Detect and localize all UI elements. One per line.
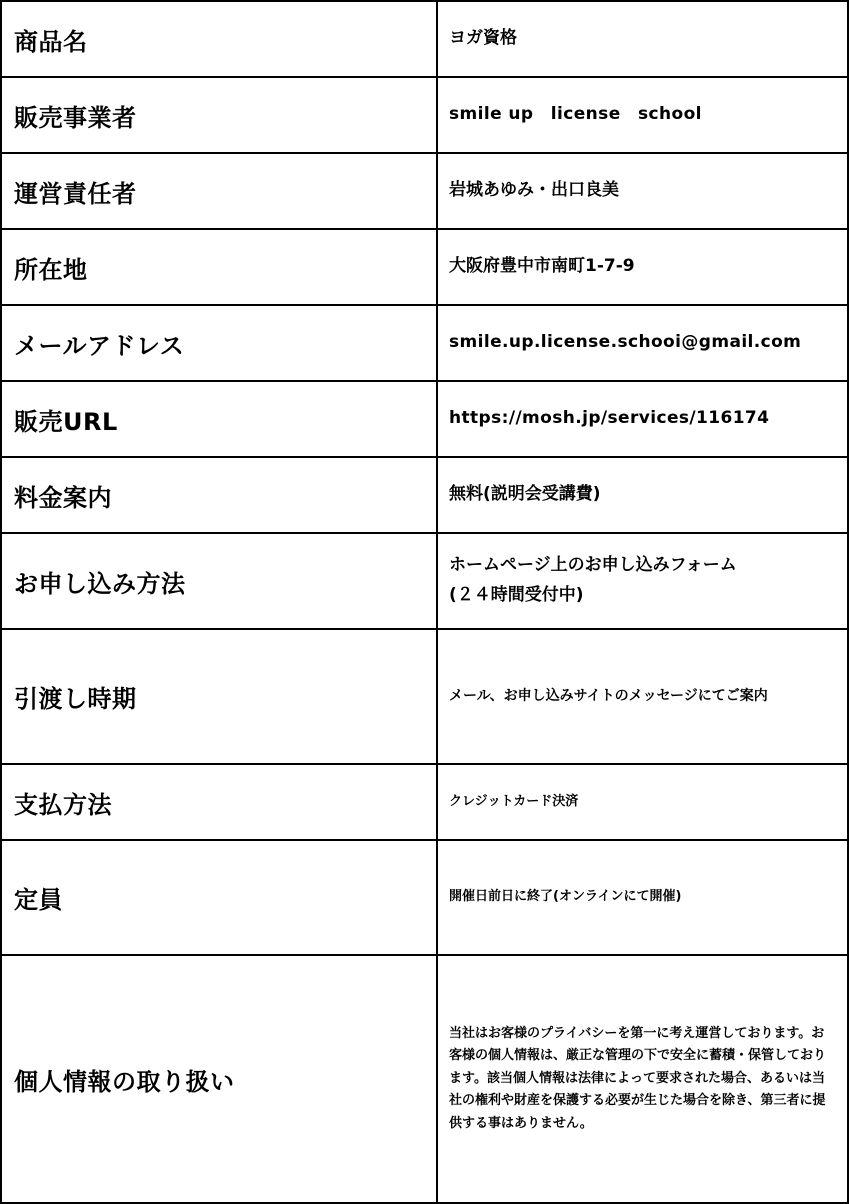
- label-delivery-time: 引渡し時期: [1, 629, 437, 764]
- label-seller: 販売事業者: [1, 77, 437, 153]
- table-row-delivery-time: [1, 629, 848, 764]
- table-row-sales-url: [1, 381, 848, 457]
- value-payment-method: クレジットカード決済: [437, 764, 848, 840]
- table-row-email: [1, 305, 848, 381]
- label-pricing: 料金案内: [1, 457, 437, 533]
- label-manager: 運営責任者: [1, 153, 437, 229]
- label-sales-url: 販売URL: [1, 381, 437, 457]
- value-sales-url: https://mosh.jp/services/116174: [437, 381, 848, 457]
- value-delivery-time: メール、お申し込みサイトのメッセージにてご案内: [437, 629, 848, 764]
- label-capacity: 定員: [1, 840, 437, 955]
- value-pricing: 無料(説明会受講費): [437, 457, 848, 533]
- value-application-method-line1: ホームページ上のお申し込みフォーム: [449, 555, 737, 576]
- table-row-application-method: [1, 533, 848, 629]
- value-application-method-line2: (２４時間受付中): [449, 585, 584, 605]
- value-capacity: 開催日前日に終了(オンラインにて開催): [437, 840, 848, 955]
- table-row-product-name: [1, 1, 848, 77]
- label-payment-method: 支払方法: [1, 764, 437, 840]
- table-row-privacy: [1, 955, 848, 1203]
- value-seller: smile up license school: [437, 77, 848, 153]
- value-email: smile.up.license.schooi@gmail.com: [437, 305, 848, 381]
- value-privacy: 当社はお客様のプライバシーを第一に考え運営しております。お客様の個人情報は、厳正な管理の下で安全に蓄積・保管しております。該当個人情報は法律によって要求された場合、あるいは当社の権利や財産を保護する必要が生じた場合を除き、第三者に提供する事はありません。: [437, 955, 848, 1203]
- label-address: 所在地: [1, 229, 437, 305]
- label-privacy: 個人情報の取り扱い: [1, 955, 437, 1203]
- label-email: メールアドレス: [1, 305, 437, 381]
- label-application-method: お申し込み方法: [1, 533, 437, 629]
- value-address: 大阪府豊中市南町1-7-9: [437, 229, 848, 305]
- label-product-name: 商品名: [1, 1, 437, 77]
- table-row-payment-method: [1, 764, 848, 840]
- value-manager: 岩城あゆみ・出口良美: [437, 153, 848, 229]
- table-row-pricing: [1, 457, 848, 533]
- table-row-seller: [1, 77, 848, 153]
- value-product-name: ヨガ資格: [437, 1, 848, 77]
- value-application-method: [437, 533, 848, 629]
- table-row-address: [1, 229, 848, 305]
- table-row-capacity: [1, 840, 848, 955]
- table-row-manager: [1, 153, 848, 229]
